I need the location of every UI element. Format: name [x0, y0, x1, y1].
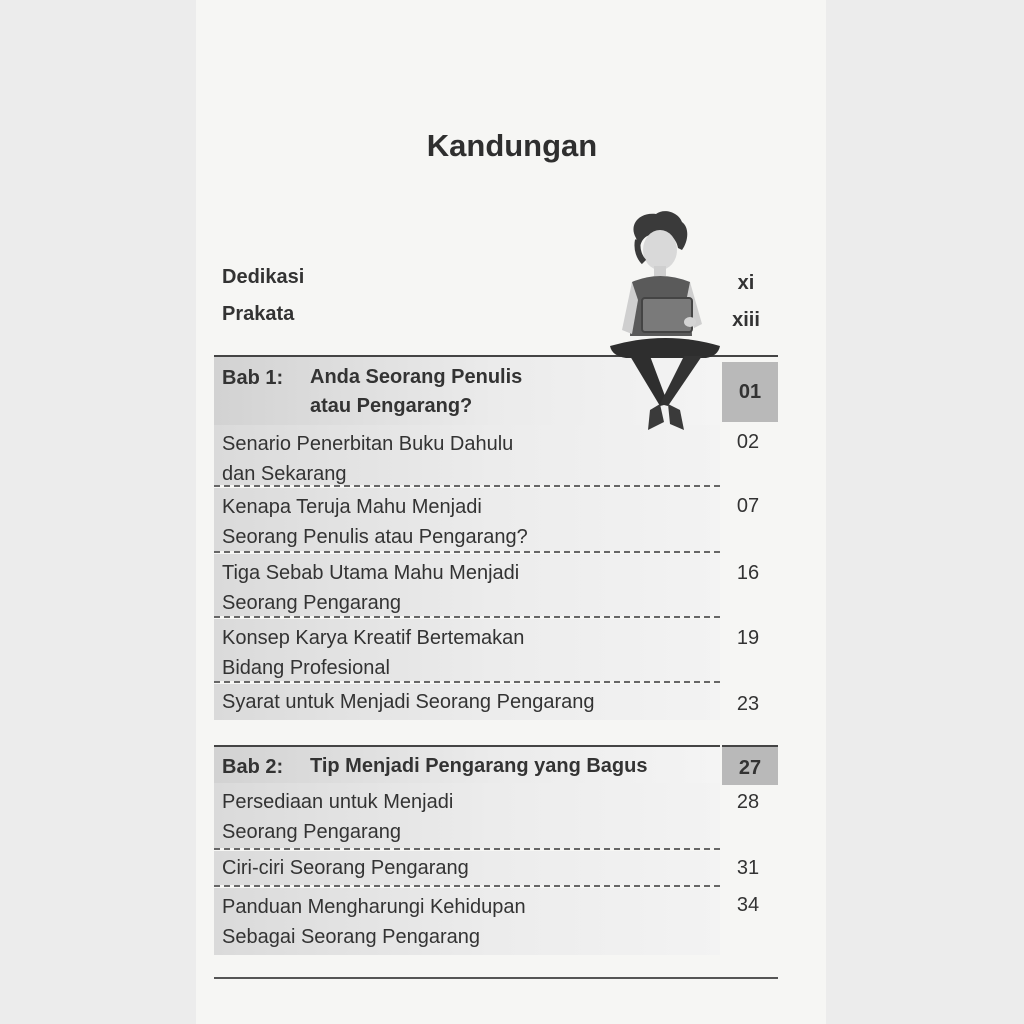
toc-row [214, 619, 720, 681]
chapter-number: Bab 1: [222, 367, 284, 389]
dotted-divider [214, 485, 720, 487]
toc-entry-page: 16 [736, 562, 760, 584]
front-matter-label-dedikasi: Dedikasi [222, 266, 305, 288]
toc-entry-title: Ciri-ciri Seorang Pengarang [222, 857, 469, 879]
dotted-divider [214, 885, 720, 887]
toc-entry-page: 28 [736, 791, 760, 813]
toc-entry-page: 31 [736, 857, 760, 879]
toc-row [214, 488, 720, 551]
toc-entry-title: Konsep Karya Kreatif Bertemakan Bidang Profesional [222, 627, 525, 679]
toc-row [214, 888, 720, 955]
toc-row [214, 851, 720, 885]
front-matter-page-prakata: xiii [732, 309, 760, 331]
chapter-header-2 [214, 745, 720, 783]
toc-entry-title: Senario Penerbitan Buku Dahulu dan Sekarang [222, 433, 514, 485]
person-with-tablet-illustration [606, 210, 728, 440]
front-matter-page-dedikasi: xi [737, 272, 755, 294]
toc-row [214, 554, 720, 616]
dotted-divider [214, 616, 720, 618]
toc-entry-title: Syarat untuk Menjadi Seorang Pengarang [222, 691, 595, 713]
chapter-title: Tip Menjadi Pengarang yang Bagus [310, 755, 648, 777]
toc-entry-page: 34 [736, 894, 760, 916]
toc-entry-page: 02 [736, 431, 760, 453]
bottom-rule [214, 977, 778, 979]
toc-entry-page: 07 [736, 495, 760, 517]
dotted-divider [214, 551, 720, 553]
toc-entry-page: 19 [736, 627, 760, 649]
page-title: Kandungan [426, 128, 598, 163]
toc-entry-title: Tiga Sebab Utama Mahu Menjadi Seorang Pengarang [222, 562, 520, 614]
front-matter-label-prakata: Prakata [222, 303, 295, 325]
chapter-page-2: 27 [722, 745, 778, 785]
chapter-page-1: 01 [722, 362, 778, 422]
toc-entry-title: Kenapa Teruja Mahu Menjadi Seorang Penulis atau Pengarang? [222, 496, 528, 548]
chapter-number: Bab 2: [222, 756, 284, 778]
toc-row [214, 684, 720, 720]
toc-entry-title: Panduan Mengharungi Kehidupan Sebagai Seorang Pengarang [222, 896, 526, 948]
dotted-divider [214, 848, 720, 850]
toc-entry-title: Persediaan untuk Menjadi Seorang Pengarang [222, 791, 454, 843]
chapter-title: Anda Seorang Penulis atau Pengarang? [310, 366, 523, 417]
toc-row [214, 783, 720, 848]
dotted-divider [214, 681, 720, 683]
toc-entry-page: 23 [736, 693, 760, 715]
